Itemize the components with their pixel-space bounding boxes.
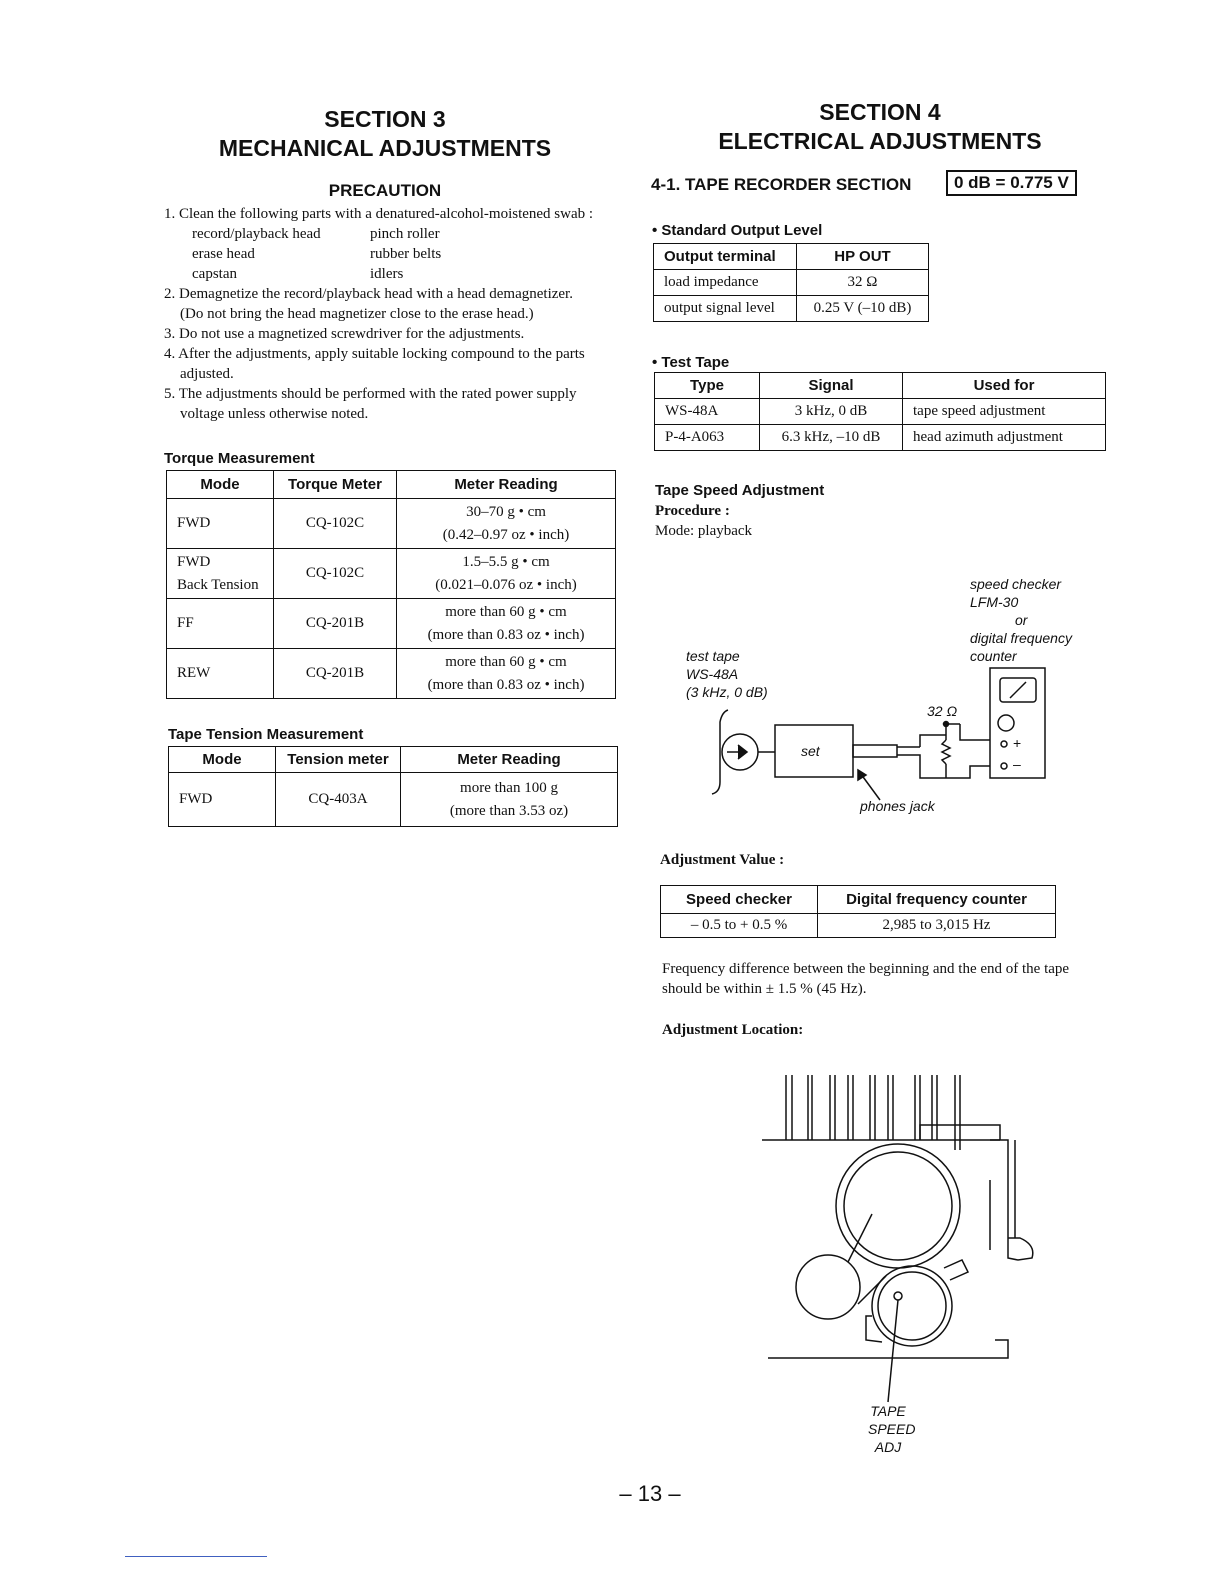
plus-terminal-label: + xyxy=(1013,735,1022,751)
part-item: capstan xyxy=(192,266,237,282)
diagram-label-phones-jack: phones jack xyxy=(860,798,935,814)
part-item: pinch roller xyxy=(370,226,440,242)
value-cell: HP OUT xyxy=(797,244,929,270)
frequency-counter-value: 2,985 to 3,015 Hz xyxy=(818,914,1056,938)
type-cell: WS-48A xyxy=(655,399,760,425)
meter-cell: CQ-102C xyxy=(274,499,397,549)
diagram-label-dfc-2: counter xyxy=(970,648,1017,664)
part-item: record/playback head xyxy=(192,226,321,242)
col-header: Digital frequency counter xyxy=(818,886,1056,914)
adj-value-heading: Adjustment Value : xyxy=(660,852,785,868)
tension-heading: Tape Tension Measurement xyxy=(168,726,364,743)
reading-cell: more than 100 g (more than 3.53 oz) xyxy=(401,773,618,827)
subsection-title: 4-1. TAPE RECORDER SECTION xyxy=(651,175,912,194)
value-cell: 32 Ω xyxy=(797,270,929,296)
test-tape-heading: • Test Tape xyxy=(652,354,730,371)
footer-rule xyxy=(125,1556,267,1557)
diagram-label-32ohm: 32 Ω xyxy=(927,703,958,719)
col-header: Used for xyxy=(903,373,1106,399)
meter-cell: CQ-201B xyxy=(274,649,397,699)
col-header: Meter Reading xyxy=(397,471,616,499)
col-header: Speed checker xyxy=(661,886,818,914)
col-header: Type xyxy=(655,373,760,399)
diagram-label-ws48a: WS-48A xyxy=(686,666,739,682)
type-cell: P-4-A063 xyxy=(655,425,760,451)
tape-speed-adj-label: TAPE SPEED ADJ xyxy=(868,1403,916,1455)
diagram-label-speed-checker: speed checker xyxy=(970,576,1062,592)
precaution-item-5-cont: voltage unless otherwise noted. xyxy=(180,406,369,422)
torque-heading: Torque Measurement xyxy=(164,450,315,467)
mode-text: Mode: playback xyxy=(655,523,753,539)
section-4-number: SECTION 4 xyxy=(819,99,941,125)
diagram-label-test-tape: test tape xyxy=(686,648,740,664)
section-3-title: MECHANICAL ADJUSTMENTS xyxy=(218,135,552,161)
minus-terminal-label: – xyxy=(1013,756,1021,772)
precaution-item-4-cont: adjusted. xyxy=(180,366,234,382)
label-cell: Output terminal xyxy=(654,244,797,270)
mechanism-pins xyxy=(786,1075,960,1150)
used-for-cell: tape speed adjustment xyxy=(903,399,1106,425)
reading-cell: more than 60 g • cm (more than 0.83 oz • inch) xyxy=(397,599,616,649)
mode-cell: FWD xyxy=(169,773,276,827)
label-cell: output signal level xyxy=(654,296,797,322)
std-output-heading: • Standard Output Level xyxy=(652,222,823,239)
precaution-item-2: 2. Demagnetize the record/playback head with a head demagnetizer. xyxy=(164,286,573,302)
label-cell: load impedance xyxy=(654,270,797,296)
section-3-number: SECTION 3 xyxy=(324,106,446,132)
value-cell: 0.25 V (–10 dB) xyxy=(797,296,929,322)
reading-cell: 30–70 g • cm (0.42–0.97 oz • inch) xyxy=(397,499,616,549)
small-pulley xyxy=(796,1255,860,1319)
frequency-note: Frequency difference between the beginning and the end of the tape should be within ± 1.5 % (45 Hz). xyxy=(662,961,1070,997)
diagram-label-dfc: digital frequency xyxy=(970,630,1072,646)
tape-speed-adj-screw xyxy=(894,1292,902,1300)
col-header: Mode xyxy=(169,747,276,773)
used-for-cell: head azimuth adjustment xyxy=(903,425,1106,451)
db-reference-box: 0 dB = 0.775 V xyxy=(946,170,1077,196)
precaution-item-2-note: (Do not bring the head magnetizer close to the erase head.) xyxy=(180,306,534,322)
meter-cell: CQ-403A xyxy=(276,773,401,827)
mode-cell: FWD xyxy=(167,499,274,549)
diagram-label-signal: (3 kHz, 0 dB) xyxy=(686,684,768,700)
part-item: erase head xyxy=(192,246,255,262)
part-item: idlers xyxy=(370,266,404,282)
speed-adj-heading: Tape Speed Adjustment xyxy=(655,482,825,499)
part-item: rubber belts xyxy=(370,246,442,262)
precaution-heading: PRECAUTION xyxy=(328,181,442,200)
precaution-item-1: 1. Clean the following parts with a denatured-alcohol-moistened swab : xyxy=(164,206,594,222)
diagram-label-lfm: LFM-30 xyxy=(970,594,1019,610)
reading-cell: 1.5–5.5 g • cm (0.021–0.076 oz • inch) xyxy=(397,549,616,599)
signal-cell: 3 kHz, 0 dB xyxy=(760,399,903,425)
meter-cell: CQ-201B xyxy=(274,599,397,649)
mode-cell: REW xyxy=(167,649,274,699)
mode-cell: FF xyxy=(167,599,274,649)
precaution-item-4: 4. After the adjustments, apply suitable locking compound to the parts xyxy=(164,346,585,362)
col-header: Signal xyxy=(760,373,903,399)
reading-cell: more than 60 g • cm (more than 0.83 oz • inch) xyxy=(397,649,616,699)
diagram-label-set: set xyxy=(801,743,820,759)
section-4-title: ELECTRICAL ADJUSTMENTS xyxy=(718,128,1042,154)
flywheel xyxy=(872,1266,952,1346)
procedure-label: Procedure : xyxy=(655,503,730,519)
signal-cell: 6.3 kHz, –10 dB xyxy=(760,425,903,451)
diagram-label-or: or xyxy=(1015,612,1028,628)
precaution-item-3: 3. Do not use a magnetized screwdriver for the adjustments. xyxy=(164,326,525,342)
col-header: Torque Meter xyxy=(274,471,397,499)
adj-location-heading: Adjustment Location: xyxy=(662,1022,804,1038)
col-header: Tension meter xyxy=(276,747,401,773)
page-number: – 13 – xyxy=(619,1481,681,1506)
col-header: Mode xyxy=(167,471,274,499)
col-header: Meter Reading xyxy=(401,747,618,773)
precaution-item-5: 5. The adjustments should be performed with the rated power supply xyxy=(164,386,577,402)
meter-cell: CQ-102C xyxy=(274,549,397,599)
mode-cell: FWD Back Tension xyxy=(167,549,274,599)
speed-checker-value: – 0.5 to + 0.5 % xyxy=(661,914,818,938)
